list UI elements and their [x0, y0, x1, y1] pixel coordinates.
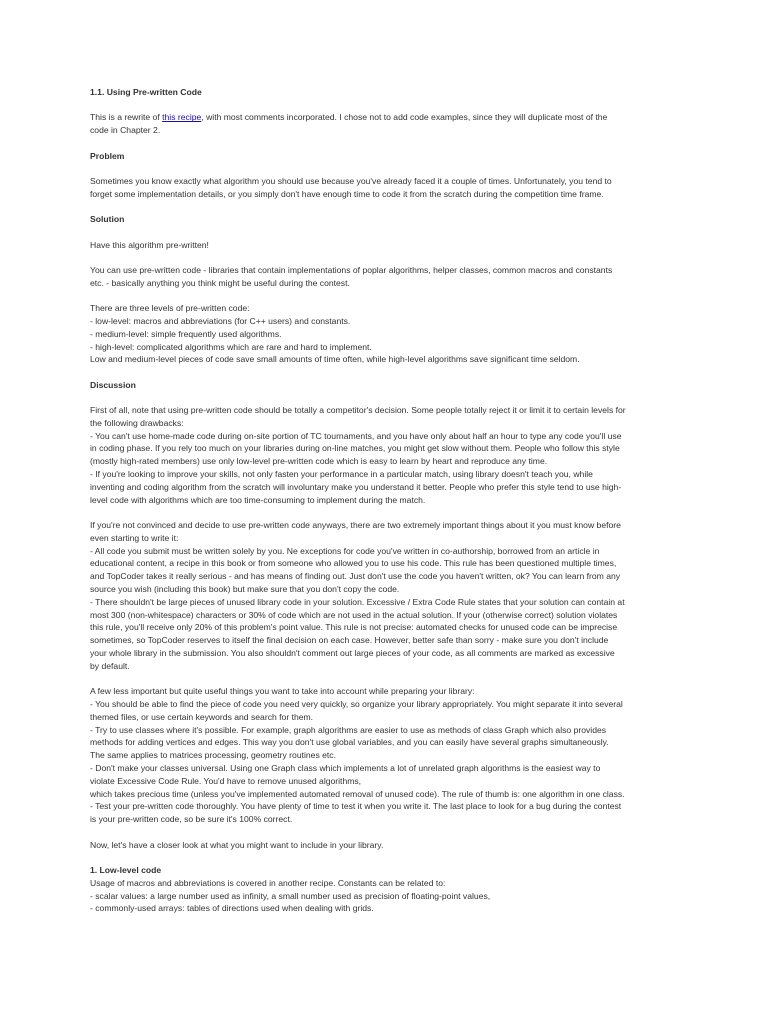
text-line: (mostly high-rated members) use only low-level pre-written code which is easy to learn by heart and reproduce any time.: [90, 456, 548, 467]
text-line: even starting to write it:: [90, 532, 179, 543]
recipe-link[interactable]: this recipe: [162, 112, 202, 123]
solution-paragraph-3: [90, 302, 680, 366]
intro-line-2: code in Chapter 2.: [90, 125, 161, 136]
text-line: violate Excessive Code Rule. You'd have to remove unused algorithms,: [90, 775, 362, 786]
text-line: Usage of macros and abbreviations is covered in another recipe. Constants can be related to:: [90, 877, 446, 888]
text-line: forget some implementation details, or you simply don't have enough time to code it from the scratch during the competition time frame.: [90, 188, 604, 199]
text-line: - You can't use home-made code during on-site portion of TC tournaments, and you have only about half an hour to type any code you'll use: [90, 430, 622, 441]
text-line: The same applies to matrices processing, geometry routines etc.: [90, 750, 336, 761]
spacer: [90, 201, 680, 214]
list-item: - low-level: macros and abbreviations (for C++ users) and constants.: [90, 315, 351, 326]
text-line: inventing and coding algorithm from the scratch will involuntary make you understand it better. People who prefer this style tend to use high-: [90, 481, 622, 492]
text-line: A few less important but quite useful things you want to take into account while preparing your library:: [90, 686, 475, 697]
list-item: - scalar values: a large number used as infinity, a small number used as precision of floating-point values,: [90, 890, 491, 901]
intro-text-after: , with most comments incorporated. I chose not to add code examples, since they will duplicate most of the: [201, 112, 608, 123]
spacer: [90, 366, 680, 379]
low-level-paragraph: [90, 877, 680, 915]
text-line: this rule, you'll receive only 20% of this problem's point value. This rule is not precise: automated checks for unused code can be imprecise: [90, 622, 618, 633]
text-line: First of all, note that using pre-written code should be totally a competitor's decision. Some people totally reject it or limit it to certain levels for: [90, 405, 626, 416]
discussion-heading: Discussion: [90, 379, 136, 390]
intro-paragraph: [90, 111, 680, 137]
document-title: 1.1. Using Pre-written Code: [90, 87, 202, 97]
spacer: [90, 506, 680, 519]
spacer: [90, 137, 680, 150]
solution-paragraph-1: [90, 239, 680, 252]
spacer: [90, 851, 680, 864]
text-line: methods for adding vertices and edges. This way you don't use global variables, and you can easily have several graphs simultaneously.: [90, 737, 609, 748]
text-line: sometimes, so TopCoder reserves to itself the final decision on each case. However, better safe than sorry - make sure you don't include: [90, 635, 609, 646]
text-line: - There shouldn't be large pieces of unused library code in your solution. Excessive / Extra Code Rule states that your solution can contain at: [90, 596, 625, 607]
text-line: most 300 (non-whitespace) characters or 30% of code which are not used in the actual solution. If your (otherwise correct) solution violates: [90, 609, 618, 620]
text-line: educational content, a recipe in this book or from someone who allowed you to use his code. This rule has been questioned multiple times,: [90, 558, 617, 569]
text-line: your whole library in the submission. You also shouldn't comment out large pieces of your code, as all comments are marked as excessive: [90, 648, 615, 659]
spacer: [90, 99, 680, 112]
text-line: etc. - basically anything you think might be useful during the contest.: [90, 277, 350, 288]
text-line: in coding phase. If you rely too much on your libraries during on-line matches, you might get slow without them. People who follow this style: [90, 443, 620, 454]
text-line: Low and medium-level pieces of code save small amounts of time often, while high-level algorithms save significant time seldom.: [90, 354, 580, 365]
text-line: - You should be able to find the piece of code you need very quickly, so organize your library appropriately. You might separate it into several: [90, 699, 623, 710]
text-line: which takes precious time (unless you've implemented automated removal of unused code). The rule of thumb is: one algorithm in one class.: [90, 788, 625, 799]
discussion-paragraph-2: [90, 519, 680, 673]
low-level-heading: 1. Low-level code: [90, 864, 162, 875]
discussion-paragraph-1: [90, 404, 680, 506]
list-item: - medium-level: simple frequently used algorithms.: [90, 328, 282, 339]
text-line: - Try to use classes where it's possible. For example, graph algorithms are easier to use as methods of class Graph which also provides: [90, 724, 607, 735]
text-line: There are three levels of pre-written code:: [90, 303, 250, 314]
text-line: You can use pre-written code - libraries that contain implementations of poplar algorithms, helper classes, common macros and constants: [90, 264, 613, 275]
solution-heading: Solution: [90, 214, 125, 225]
text-line: Now, let's have a closer look at what you might want to include in your library.: [90, 839, 384, 850]
spacer: [90, 673, 680, 686]
text-line: level code with algorithms which are too time-consuming to implement during the match.: [90, 494, 426, 505]
discussion-paragraph-3: [90, 685, 680, 826]
text-line: is your pre-written code, so be sure it's 100% correct.: [90, 814, 293, 825]
text-line: Sometimes you know exactly what algorithm you should use because you've already faced it a couple of times. Unfortunately, you tend to: [90, 175, 612, 186]
text-line: themed files, or use certain keywords and search for them.: [90, 711, 314, 722]
text-line: by default.: [90, 660, 130, 671]
text-line: - Don't make your classes universal. Using one Graph class which implements a lot of unrelated graph algorithms is the easiest way to: [90, 763, 601, 773]
text-line: source you wish (including this book) but make sure that you don't copy the code.: [90, 584, 400, 595]
spacer: [90, 392, 680, 405]
discussion-paragraph-4: [90, 839, 680, 852]
problem-heading: Problem: [90, 150, 125, 161]
intro-line-1: [90, 111, 680, 124]
text-line: Have this algorithm pre-written!: [90, 239, 209, 250]
text-line: the following drawbacks:: [90, 417, 184, 428]
solution-paragraph-2: [90, 264, 680, 290]
spacer: [90, 290, 680, 303]
list-item: - commonly-used arrays: tables of directions used when dealing with grids.: [90, 903, 374, 914]
text-line: and TopCoder takes it really serious - and has means of finding out. Just don't use the code you haven't written, ok? You can learn from any: [90, 571, 621, 582]
text-line: - Test your pre-written code thoroughly. You have plenty of time to test it when you write it. The last place to look for a bug during the contest: [90, 801, 622, 812]
spacer: [90, 826, 680, 839]
text-line: If you're not convinced and decide to use pre-written code anyways, there are two extremely important things about it you must know before: [90, 520, 621, 531]
problem-paragraph: [90, 175, 680, 201]
document-page: [90, 86, 680, 915]
text-line: - All code you submit must be written solely by you. Ne exceptions for code you've written in co-authorship, borrowed from an article in: [90, 545, 600, 556]
text-line: - If you're looking to improve your skills, not only fasten your performance in a particular match, using library doesn't teach you, while: [90, 469, 593, 480]
list-item: - high-level: complicated algorithms which are rare and hard to implement.: [90, 341, 372, 352]
intro-text-before: This is a rewrite of: [90, 112, 163, 123]
spacer: [90, 226, 680, 239]
spacer: [90, 162, 680, 175]
spacer: [90, 251, 680, 264]
